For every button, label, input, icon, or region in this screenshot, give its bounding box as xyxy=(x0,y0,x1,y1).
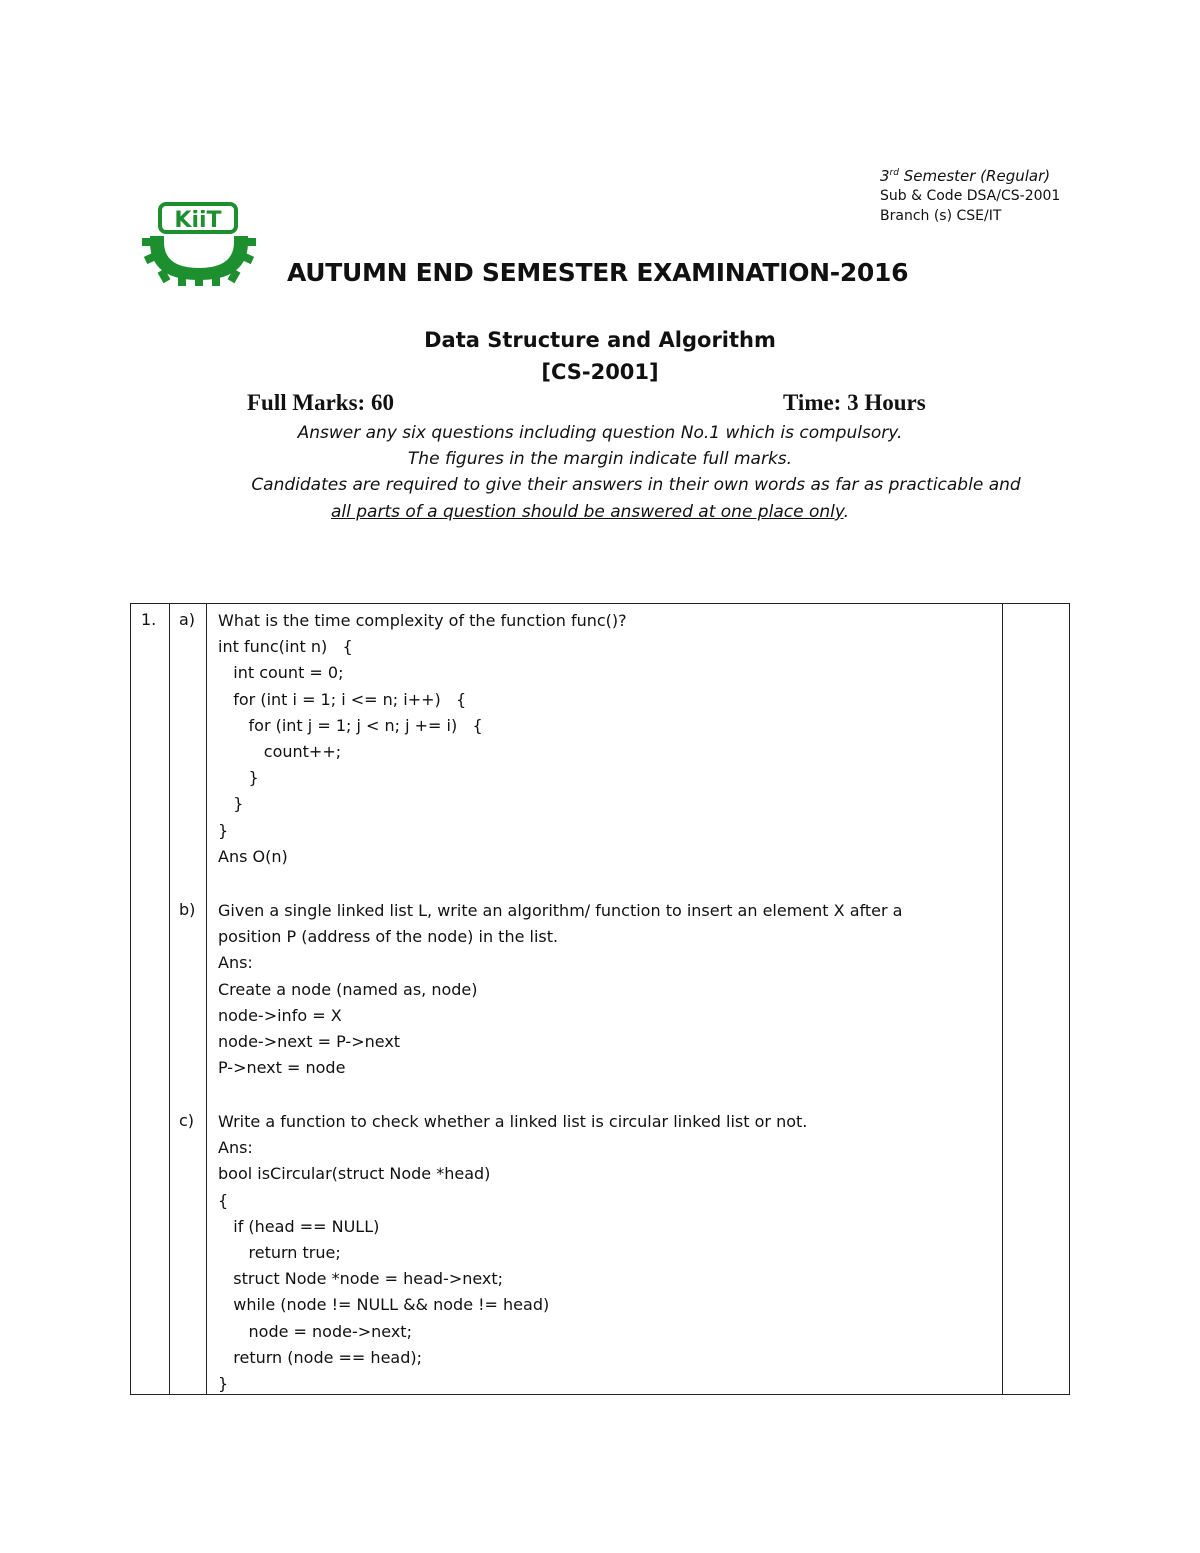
subject-code: [CS-2001] xyxy=(541,360,659,384)
answer-line: for (int i = 1; i <= n; i++) { xyxy=(218,689,467,709)
answer-line: Ans: xyxy=(218,1138,253,1158)
branch-label: Branch (s) CSE/IT xyxy=(880,208,1002,224)
answer-line: while (node != NULL && node != head) xyxy=(218,1295,550,1315)
answer-line: Create a node (named as, node) xyxy=(218,979,478,999)
instruction-line-4: all parts of a question should be answered at one place only. xyxy=(331,502,849,522)
answer-line: if (head == NULL) xyxy=(218,1216,380,1236)
answer-line: node = node->next; xyxy=(218,1321,412,1341)
logo-text: KiiT xyxy=(174,208,222,233)
answer-line: } xyxy=(218,768,259,788)
answer-line: int func(int n) { xyxy=(218,637,353,657)
part-label: a) xyxy=(179,610,196,629)
question-number: 1. xyxy=(141,610,157,629)
subject-block xyxy=(0,324,1200,388)
answer-line: What is the time complexity of the function func()? xyxy=(218,611,627,630)
answer-line: node->info = X xyxy=(218,1005,342,1025)
answer-line: } xyxy=(218,794,244,814)
answer-line: { xyxy=(218,1190,229,1210)
exam-title: AUTUMN END SEMESTER EXAMINATION-2016 xyxy=(287,258,909,287)
answer-line: P->next = node xyxy=(218,1058,346,1078)
answer-line: count++; xyxy=(218,742,342,761)
exam-meta xyxy=(880,163,1060,226)
answer-line: } xyxy=(218,1374,229,1393)
full-marks: Full Marks: 60 xyxy=(247,390,394,415)
answer-line: Given a single linked list L, write an algorithm/ function to insert an element X after a xyxy=(218,901,903,920)
answer-line: return true; xyxy=(218,1243,341,1262)
part-label: c) xyxy=(179,1111,195,1130)
table-divider xyxy=(206,604,207,1394)
exam-time: Time: 3 Hours xyxy=(783,390,926,415)
answer-line: Ans O(n) xyxy=(218,846,288,866)
answer-line: position P (address of the node) in the list. xyxy=(218,927,559,947)
instruction-line-1: Answer any six questions including question No.1 which is compulsory. xyxy=(297,423,903,443)
instruction-underlined: all parts of a question should be answered at one place only xyxy=(331,502,844,522)
answer-line: for (int j = 1; j < n; j += i) { xyxy=(218,715,483,735)
answer-line: bool isCircular(struct Node *head) xyxy=(218,1164,491,1184)
answer-line: } xyxy=(218,820,229,840)
question-table xyxy=(130,603,1070,1395)
answer-line: Write a function to check whether a linked list is circular linked list or not. xyxy=(218,1112,808,1131)
instruction-line-3: Candidates are required to give their answers in their own words as far as practicable and xyxy=(251,475,1021,495)
kiit-logo-icon xyxy=(140,198,258,286)
subject-code-label: Sub & Code DSA/CS-2001 xyxy=(880,188,1061,204)
answer-line: return (node == head); xyxy=(218,1347,422,1367)
table-divider xyxy=(169,604,170,1394)
part-label: b) xyxy=(179,900,196,919)
answer-line: Ans: xyxy=(218,953,253,973)
answer-line: node->next = P->next xyxy=(218,1032,401,1051)
subject-name: Data Structure and Algorithm xyxy=(424,328,776,352)
answer-line: int count = 0; xyxy=(218,663,344,683)
table-divider xyxy=(1002,604,1003,1394)
answer-line: struct Node *node = head->next; xyxy=(218,1269,504,1289)
instruction-line-2: The figures in the margin indicate full marks. xyxy=(407,449,793,469)
semester-label: 3rd Semester (Regular) xyxy=(880,167,1051,185)
